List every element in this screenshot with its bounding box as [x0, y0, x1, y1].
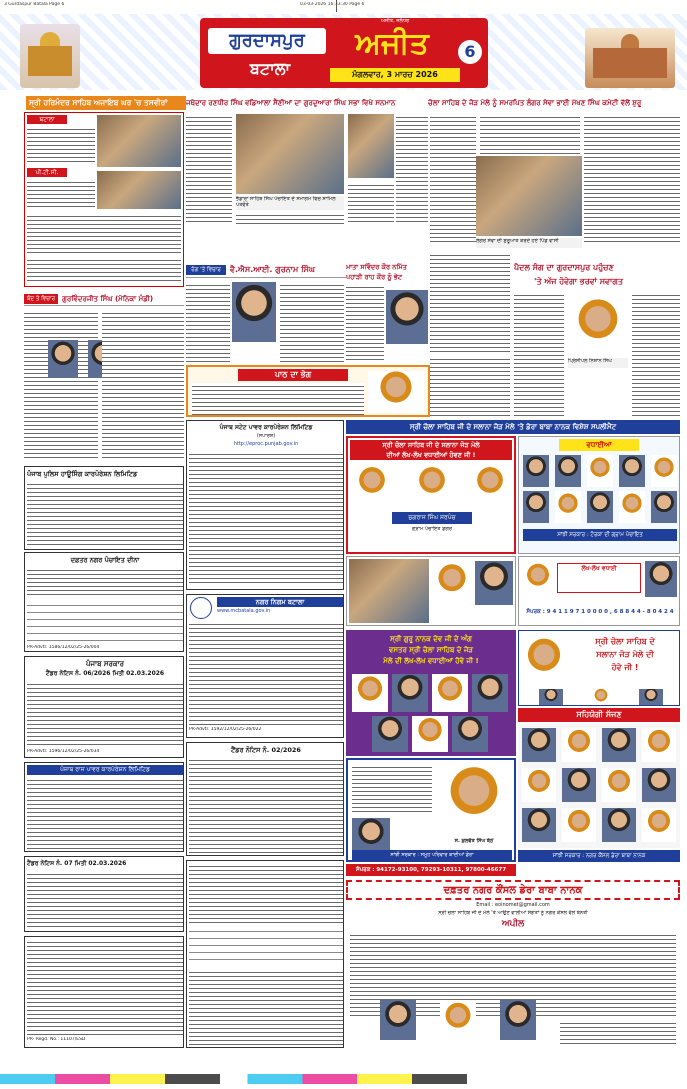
- masthead-brand: ਅਜੀਤ: [355, 26, 429, 61]
- right-story-text: [430, 114, 476, 244]
- notice-text: [27, 567, 183, 597]
- person-photo: [352, 674, 388, 712]
- person-photo: [523, 491, 549, 523]
- mid-sub: ਮਾਤਾ ਸਵਿੰਦਰ ਕੌਰ ਨਮਿੱਤ: [346, 263, 407, 271]
- right-story-text: [514, 292, 564, 416]
- person-photo: [651, 491, 677, 523]
- person-photo: [523, 561, 553, 597]
- center-top-headline: ਜਥੇਦਾਰ ਰਣਧੀਰ ਸਿੰਘ ਵਡਿਆਲਾ ਸੈਣੀਆਂ ਦਾ ਗੁਰਦੁਆਰਾ ਸਿੰਘ ਸਭਾ ਵਿਖੇ ਸਨਮਾਨ: [186, 99, 396, 107]
- right-story-text: [430, 356, 510, 416]
- nagar-panchayat-notice: [24, 552, 184, 652]
- bottom-contact: ਸੰਪਰਕ : 94172-93100, 79293-10311, 97800-46677: [346, 864, 516, 876]
- person-photo: [651, 455, 677, 487]
- mid-sub-2: ਪਹਾੜੀ ਰਾਹ ਕੌਰ ਨੂੰ ਭੇਟ: [346, 273, 403, 281]
- welcome-line-1: ਸ੍ਰੀ ਚੋਲਾ ਸਾਹਿਬ ਜੀ ਦੇ ਸਲਾਨਾ ਜੋੜ ਮੇਲੇ: [382, 441, 480, 449]
- phone-contact: ਸੰਪਰਕ : 9 4 1 1 9 7 1 0 0 0 0 , 6 8 8 4 4 - 8 0 4 2 4: [521, 605, 679, 619]
- masthead-city2: ਬਟਾਲਾ: [249, 59, 291, 78]
- left-col-tag: ਬੰਦ ਤੇ ਵਿਚਾਰ: [24, 294, 58, 304]
- right-event-photo: [476, 156, 582, 236]
- person-photo: [392, 674, 428, 712]
- person-photo: [452, 716, 488, 752]
- vadhaiyan-ad: [518, 436, 680, 554]
- center-story-text: [236, 212, 344, 224]
- punjab-police-title: ਪੰਜਾਬ ਪੁਲਿਸ ਹਾਊਸਿੰਗ ਕਾਰਪੋਰੇਸ਼ਨ ਲਿਮਿਟਿਡ: [27, 470, 138, 478]
- tender-table: [27, 599, 183, 645]
- file-info: 3 Gurdaspur Batala Page 6: [4, 2, 65, 7]
- notice-text: [27, 871, 183, 929]
- person-photo: [587, 491, 613, 523]
- story-text: [27, 179, 95, 209]
- story-text: [27, 213, 181, 253]
- vadhaiyan-title: ਵਧਾਈਆਂ: [559, 439, 639, 451]
- left-top-story: [24, 112, 184, 287]
- notice-text: [189, 969, 343, 1045]
- council-email[interactable]: Email : eoinomet@gmail.com: [476, 902, 550, 908]
- nagar-nigam-web[interactable]: www.mcbatala.gov.in: [217, 608, 271, 614]
- jugraj-name: ਜੁਗਰਾਜ ਸਿੰਘ ਸਰਪੰਚ: [392, 512, 472, 524]
- person-photo: [555, 455, 581, 487]
- person-photo: [587, 455, 613, 487]
- right-story-text: [430, 252, 510, 352]
- right-mela-line-1: ਸ੍ਰੀ ਚੋਲਾ ਸਾਹਿਬ ਦੇ: [595, 637, 655, 646]
- guru-nanak-ad: [346, 630, 516, 756]
- guru-nanak-line-2: ਵਸਤਰ ਸ੍ਰੀ ਚੋਲਾ ਸਾਹਿਬ ਦੇ ਜੋੜ: [389, 646, 473, 654]
- crop-mark: [336, 0, 346, 12]
- left-top-headline: ਸ੍ਰੀ ਹਰਿਮੰਦਰ ਸਾਹਿਬ ਅਜਾਇਬ ਘਰ 'ਚ ਤਸਵੀਰਾਂ: [26, 96, 186, 110]
- mid-text: [186, 282, 230, 362]
- person-photo: [500, 1000, 536, 1040]
- notice-text: [27, 481, 183, 547]
- sanjha-right: ਸਾਂਝੀ ਸਰਕਾਰ : ਟੋਰਕਾ ਦੀ ਗ੍ਰਾਮ ਪੰਚਾਇਤ: [523, 529, 677, 541]
- right-mela-ad: [518, 630, 680, 706]
- dera-sanjha: ਸਾਂਝੀ ਸਰਕਾਰ : ਨਗਰ ਕੌਂਸਲ ਡੇਰਾ ਬਾਬਾ ਨਾਨਕ: [518, 850, 680, 862]
- right-story-text: [480, 114, 580, 154]
- council-apil: ਅਪੀਲ: [501, 919, 525, 929]
- path-bhog-box: [186, 365, 430, 417]
- pspcl-title: ਪੰਜਾਬ ਰਾਜ ਪਾਵਰ ਕਾਰਪੋਰੇਸ਼ਨ ਲਿਮਿਟਿਡ: [27, 765, 183, 775]
- left-badge-2: ਪੀ.ਟੀ.ਸੀ.: [27, 168, 67, 177]
- gurdwara-photo-ad: [346, 556, 516, 626]
- notice-text: [27, 681, 183, 747]
- sanjha-bottom: ਸਾਂਝੀ ਸਰਕਾਰ : ਸਮੂਹ ਪਰਿਵਾਰ ਕਾਦੀਆਂ ਡੇਰਾ: [352, 850, 512, 860]
- sanjha-left: ਗ੍ਰਾਮ ਪੰਚਾਇਤ ਡੋਗਰ: [412, 526, 452, 532]
- path-bhog-text: [192, 383, 364, 415]
- sahyogi-title: ਸਹਿਯੋਗੀ ਸੱਜਣ: [518, 708, 680, 722]
- person-photo: [539, 689, 563, 705]
- tender-center-title: ਟੈਂਡਰ ਨੋਟਿਸ ਨੰ. 02/2026: [231, 746, 301, 754]
- right-mela-line-4: ਹੋਵੇ ਜੀ !: [611, 663, 639, 672]
- punjab-sarkar-notice: [24, 656, 184, 758]
- mid-tag: ਰੰਗ 'ਤੇ ਵਿਚਾਰ: [186, 265, 226, 275]
- masthead-date: ਮੰਗਲਵਾਰ, 3 ਮਾਰਚ 2026: [330, 68, 460, 82]
- person-photo: [432, 674, 468, 712]
- story-text: [27, 257, 181, 283]
- center-story-text: [186, 114, 232, 224]
- right-top-headline: ਚੋਲਾ ਸਾਹਿਬ ਦੇ ਜੋੜ ਮੇਲੇ ਨੂੰ ਸਮਰਪਿਤ ਲੰਗਰ ਸੇਵਾ ਭਾਈ ਮੱਖਣ ਸਿੰਘ ਕਮੇਟੀ ਵੱਲੋਂ ਸ਼ੁਰੂ: [428, 99, 642, 107]
- right-story-text: [632, 292, 680, 416]
- kulwant-name: ਸ. ਕੁਲਵੰਤ ਸਿੰਘ ਬੱਠੋਂ: [454, 838, 494, 844]
- notice-text: [189, 757, 343, 853]
- emblem-icon: [190, 597, 212, 619]
- chola-sahib-banner: ਸ੍ਰੀ ਚੋਲਾ ਸਾਹਿਬ ਜੀ ਦੇ ਸਲਾਨਾ ਜੋੜ ਮੇਲੇ 'ਤੇ ਡੇਰਾ ਬਾਬਾ ਨਾਨਕ ਵਿਸ਼ੇਸ਼ ਸਪਲੀਮੈਂਟ: [346, 420, 680, 434]
- right-mid-sub: 'ਤੇ ਅੱਜ ਹੋਵੇਗਾ ਭਰਵਾਂ ਸਵਾਗਤ: [534, 277, 624, 286]
- center-story-text: [396, 114, 428, 224]
- path-bhog-title: ਪਾਠ ਦਾ ਭੋਗ: [238, 369, 348, 381]
- pr-code: PR-Advtr. 1592/12/02/25-26/022: [189, 727, 262, 732]
- mid-headline: ਵੈ.ਐਸ.ਆਈ. ਗੁਰਨਾਮ ਸਿੰਘ: [230, 265, 315, 274]
- person-photo: [568, 296, 628, 356]
- mid-text: [280, 282, 344, 362]
- mela-badge: ਲੱਖ-ਲੱਖ ਵਧਾਈ: [557, 563, 641, 593]
- center-side-photo: [348, 114, 394, 178]
- bottom-left-notice: [24, 936, 184, 1048]
- person-photo: [354, 464, 390, 506]
- right-mela-text: [571, 635, 679, 687]
- masthead-banner: [200, 18, 488, 88]
- person-photo: [619, 491, 645, 523]
- right-mela-line-2: ਸਲਾਨਾ ਜੋੜ ਮੇਲੇ ਦੀ: [596, 650, 654, 659]
- left-col-text: [102, 310, 184, 460]
- council-apil-sub: ਸ੍ਰੀ ਚੋਲਾ ਸਾਹਿਬ ਜੀ ਦੇ ਮੇਲੇ 'ਤੇ ਆਉਣ ਵਾਲੀਆਂ ਸੰਗਤਾਂ ਨੂੰ ਨਗਰ ਕੌਂਸਲ ਵੱਲੋਂ ਬੇਨਤੀ: [438, 910, 588, 916]
- kulwant-ad: [346, 758, 516, 862]
- sahyogi-grid: [518, 724, 680, 848]
- center-event-photo: [236, 114, 344, 194]
- golden-temple-photo: [97, 115, 181, 167]
- punjab-sarkar-title: ਪੰਜਾਬ ਸਰਕਾਰ: [85, 660, 124, 668]
- tender-table: [189, 925, 343, 965]
- gurdwara-illustration: [585, 28, 675, 88]
- person-photo: [521, 635, 567, 687]
- left-badge: ਬਟਾਲਾ: [27, 115, 67, 124]
- person-photo: [380, 1000, 416, 1040]
- person-photo: [412, 716, 448, 752]
- guru-nanak-line-3: ਮੇਲੇ ਦੀ ਲੱਖ-ਲੱਖ ਵਧਾਈਆਂ ਹੋਵੇ ਜੀ !: [383, 657, 479, 665]
- welcome-ad-header: [350, 440, 512, 460]
- person-photo: [589, 689, 613, 705]
- person-photo: [619, 455, 645, 487]
- council-names: [560, 1020, 676, 1046]
- nagar-council-banner: ਦਫ਼ਤਰ ਨਗਰ ਕੌਂਸਲ ਡੇਰਾ ਬਾਬਾ ਨਾਨਕ: [346, 880, 680, 900]
- center-story-text: [348, 182, 394, 224]
- person-photo: [440, 1000, 476, 1040]
- person-photo: [414, 464, 450, 506]
- right-mid-headline: ਪੈਦਲ ਸੰਗ ਦਾ ਗੁਰਦਾਸਪੁਰ ਪਹੁੰਚਣ: [514, 263, 614, 272]
- right-photo-caption: ਲੰਗਰ ਸੇਵਾ ਦੀ ਸ਼ੁਰੂਆਤ ਕਰਦੇ ਹੋਏ ਪਿੰਡ ਵਾਸੀ: [476, 238, 582, 248]
- person-photo: [232, 282, 276, 342]
- bottom-center-notice: [186, 860, 344, 1048]
- story-text: [27, 126, 95, 164]
- masthead: [0, 14, 687, 90]
- registration-bar: [0, 1074, 687, 1084]
- person-photo: [645, 561, 677, 597]
- masthead-city: ਗੁਰਦਾਸਪੁਰ: [208, 28, 326, 54]
- mid-header: [186, 262, 346, 278]
- eproc-website[interactable]: http://eproc.punjab.gov.in: [233, 441, 299, 447]
- left-col-headline: ਗੁਰਵਿੰਦਰਜੀਤ ਸਿੰਘ (ਮੋਨਿਕਾ ਮੰਡੀ): [62, 295, 154, 303]
- pspcl-notice: [24, 762, 184, 852]
- page-number: 6: [458, 40, 482, 64]
- tender-left-bottom: [24, 856, 184, 932]
- pr-code: PR-Advtr. 1586/12/02/25-26/004: [27, 645, 100, 650]
- person-photo: [368, 371, 424, 413]
- ptc-photo: [97, 171, 181, 209]
- notice-text: [27, 777, 183, 849]
- person-photo: [555, 491, 581, 523]
- person-photo: [472, 674, 508, 712]
- notice-text: [189, 863, 343, 923]
- tender-number: ਟੈਂਡਰ ਨੋਟਿਸ ਨੰ. 06/2026 ਮਿਤੀ 02.03.2026: [45, 670, 165, 677]
- center-photo-caption: ਭੰਡਾਰਾ ਸਾਹਿਬ ਸਿੰਘ ਪੰਚਾਇਤ ਦੇ ਸਮਾਗਮ ਵਿਚ ਸ਼ਾਮਿਲ ਪਤਵੰਤੇ: [236, 196, 344, 210]
- phone-ad: [518, 556, 680, 626]
- right-story-text: [584, 114, 680, 244]
- nagar-nigam-notice: [186, 594, 344, 738]
- pspcl-center-sub: (ਸਪਾਰਸ਼): [256, 433, 276, 439]
- guru-nanak-text: [350, 634, 512, 668]
- notice-text: [27, 939, 183, 1035]
- notice-text: [189, 451, 343, 585]
- person-photo: [475, 561, 513, 605]
- print-timestamp: 03-03-2026 16:33:30 Page 6: [300, 2, 365, 7]
- nagar-panchayat-title: ਦਫ਼ਤਰ ਨਗਰ ਪੰਚਾਇਤ ਦੀਨਾ: [70, 556, 140, 564]
- person-photo: [433, 561, 471, 605]
- nagar-nigam-title: ਨਗਰ ਨਿਗਮ ਬਟਾਲਾ: [217, 597, 343, 607]
- pspcl-center-title: ਪੰਜਾਬ ਸਟੇਟ ਪਾਵਰ ਕਾਰਪੋਰੇਸ਼ਨ ਲਿਮਿਟਿਡ: [219, 424, 313, 431]
- person-photo: [372, 716, 408, 752]
- person-photo: [523, 455, 549, 487]
- masthead-subline: ਅਜੀਤ, ਜਲੰਧਰ: [380, 18, 410, 24]
- left-col-text: [24, 310, 98, 460]
- pr-code: PR-Advtr. 1596/12/02/25-26/034: [27, 749, 100, 754]
- punjab-police-notice: [24, 466, 184, 550]
- tender-center-notice: [186, 742, 344, 856]
- welcome-line-2: ਦੀਆਂ ਲੱਖ-ਲੱਖ ਵਧਾਈਆਂ ਹੋਵਣ ਜੀ !: [386, 451, 476, 459]
- left-col-header: [24, 292, 184, 306]
- pspcl-center-notice: [186, 420, 344, 590]
- mid-text: [346, 284, 384, 360]
- ad-text: [352, 764, 432, 814]
- gurdwara-photo: [349, 559, 429, 623]
- person-photo: [472, 464, 508, 506]
- person-photo: [48, 340, 78, 378]
- person-photo: [639, 689, 663, 705]
- notice-text: [189, 621, 343, 725]
- tender-left-title: ਟੈਂਡਰ ਨੋਟਿਸ ਨੰ. 07 ਮਿਤੀ 02.03.2026: [27, 860, 127, 867]
- golden-temple-illustration: [20, 24, 80, 88]
- person-photo: [386, 290, 428, 344]
- photo-badge-name: ਪ੍ਰਿੰਸੀਪਲ ਨਿਸ਼ਾਨ ਸਿੰਘ: [568, 358, 628, 368]
- person-photo: [436, 764, 512, 834]
- pr-regd: PR- Regd. No.: 11107/ESD: [27, 1037, 86, 1042]
- welcome-ad: [346, 436, 516, 554]
- guru-nanak-line-1: ਸ੍ਰੀ ਗੁਰੂ ਨਾਨਕ ਦੇਵ ਜੀ ਦੇ ਅੰਗ: [390, 635, 472, 643]
